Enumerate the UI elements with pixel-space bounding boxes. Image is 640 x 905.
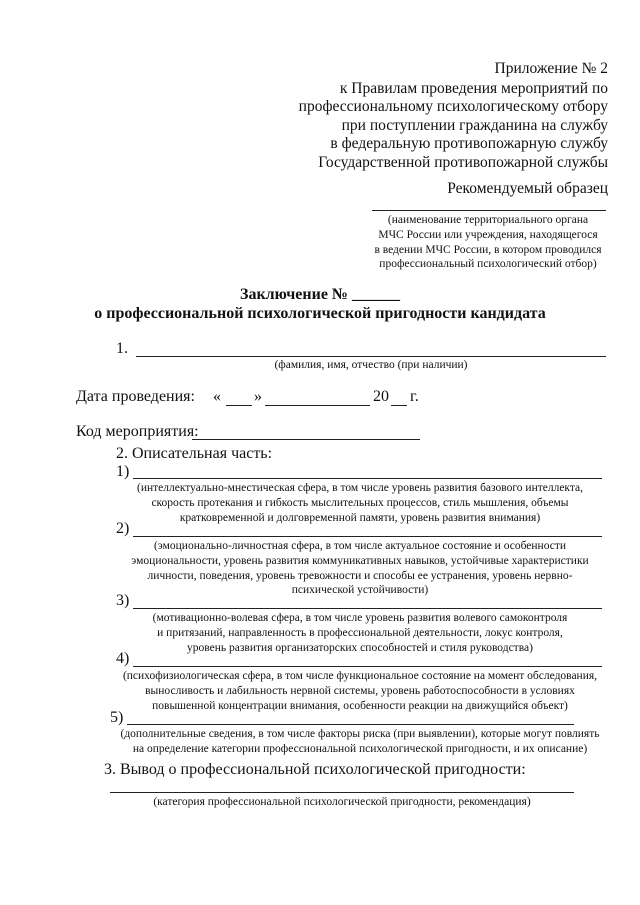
org-caption-line: (наименование территориального органа: [387, 214, 589, 226]
item-caption-line: (психофизиологическая сфера, в том числе функциональное состояние на момент обследования,: [122, 670, 598, 682]
conclusion-title: Заключение № ______: [240, 286, 400, 303]
item-caption-line: скорость протекания и гибкость мыслительных процессов, стиль мышления, объемы: [151, 496, 569, 509]
item-caption-line: на определение категории профессиональной психологической пригодности, и их описание): [132, 742, 588, 755]
conclusion-caption: (категория профессиональной психологической пригодности, рекомендация): [153, 796, 531, 808]
item-caption: [110, 481, 610, 525]
item-caption-line: эмоциональности, уровень развития коммуникативных навыков, устойчивые характеристики: [131, 554, 589, 567]
org-caption-line: в ведении МЧС России, в котором проводился: [374, 243, 602, 256]
item-caption: [106, 669, 614, 713]
date-close-quote: »: [254, 388, 262, 405]
appendix-line: профессиональному психологическому отбору: [298, 98, 608, 116]
date-label: Дата проведения:: [76, 388, 195, 405]
event-code-line: [192, 439, 420, 440]
item-caption-line: и притязаний, направленность в профессиональной деятельности, локус контроля,: [157, 626, 563, 639]
item-caption-line: повышенной концентрации внимания, особенности реакции на движущийся объект): [152, 699, 568, 712]
recommended-sample-label: Рекомендуемый образец: [447, 180, 608, 197]
fio-line: [136, 356, 606, 357]
appendix-line: в федеральную противопожарную службу: [330, 135, 608, 153]
section3-title: 3. Вывод о профессиональной психологической пригодности:: [104, 761, 526, 778]
date-open-quote: «: [213, 388, 221, 405]
item-caption: [110, 611, 610, 655]
item-caption-line: (дополнительные сведения, в том числе факторы риска (при выявлении), которые могут повлиять: [120, 728, 600, 740]
item-number: 3): [116, 592, 130, 609]
item-caption: [110, 539, 610, 598]
item-caption-line: (интеллектуально-мнестическая сфера, в том числе уровень развития базового интеллекта,: [136, 482, 584, 494]
appendix-line: Государственной противопожарной службы: [318, 153, 608, 171]
org-caption-line: профессиональный психологический отбор): [379, 258, 597, 271]
item-number: 4): [116, 650, 130, 667]
item-caption-line: личности, поведения, уровень тревожности и способы ее устранения, уровень нервно-: [147, 569, 573, 582]
item-caption-line: (эмоционально-личностная сфера, в том числе актуальное состояние и особенности: [153, 540, 567, 552]
org-caption: [360, 213, 616, 272]
item-caption-line: выносливость и лабильность нервной системы, уровень работоспособности в условиях: [145, 684, 575, 697]
item-number: 1): [116, 463, 130, 480]
appendix-line: при поступлении гражданина на службу: [341, 116, 608, 134]
item-caption-line: (мотивационно-волевая сфера, в том числе уровень развития волевого самоконтроля: [152, 612, 568, 624]
item-caption-line: кратковременной и долговременной памяти, уровень развития внимания): [179, 511, 541, 524]
item-number: 2): [116, 520, 130, 537]
item-answer-line: [133, 478, 602, 479]
item-answer-line: [133, 536, 602, 537]
item-answer-line: [133, 666, 602, 667]
appendix-header: [299, 60, 608, 173]
item-caption-line: уровень развития организаторских способностей и стиля руководства): [187, 641, 533, 654]
appendix-title: Приложение № 2: [494, 60, 608, 77]
date-day-line: [226, 405, 252, 406]
item-caption: [100, 727, 620, 757]
item-answer-line: [127, 724, 574, 725]
org-name-line: [372, 210, 606, 211]
section1-number: 1.: [116, 340, 128, 357]
section2-title: 2. Описательная часть:: [116, 445, 273, 462]
item-number: 5): [110, 709, 124, 726]
conclusion-answer-line: [110, 792, 574, 793]
fio-caption: (фамилия, имя, отчество (при наличии): [274, 359, 468, 371]
appendix-line: к Правилам проведения мероприятий по: [339, 79, 608, 97]
org-caption-line: МЧС России или учреждения, находящегося: [378, 228, 598, 241]
date-year-line: [391, 405, 407, 406]
item-caption-line: психической устойчивости): [291, 584, 429, 597]
date-year-prefix: 20: [373, 388, 389, 405]
date-year-suffix: г.: [410, 388, 419, 405]
item-answer-line: [133, 608, 602, 609]
event-code-label: Код мероприятия:: [76, 423, 199, 440]
conclusion-subtitle: о профессиональной психологической пригодности кандидата: [94, 305, 546, 322]
date-month-line: [265, 405, 370, 406]
